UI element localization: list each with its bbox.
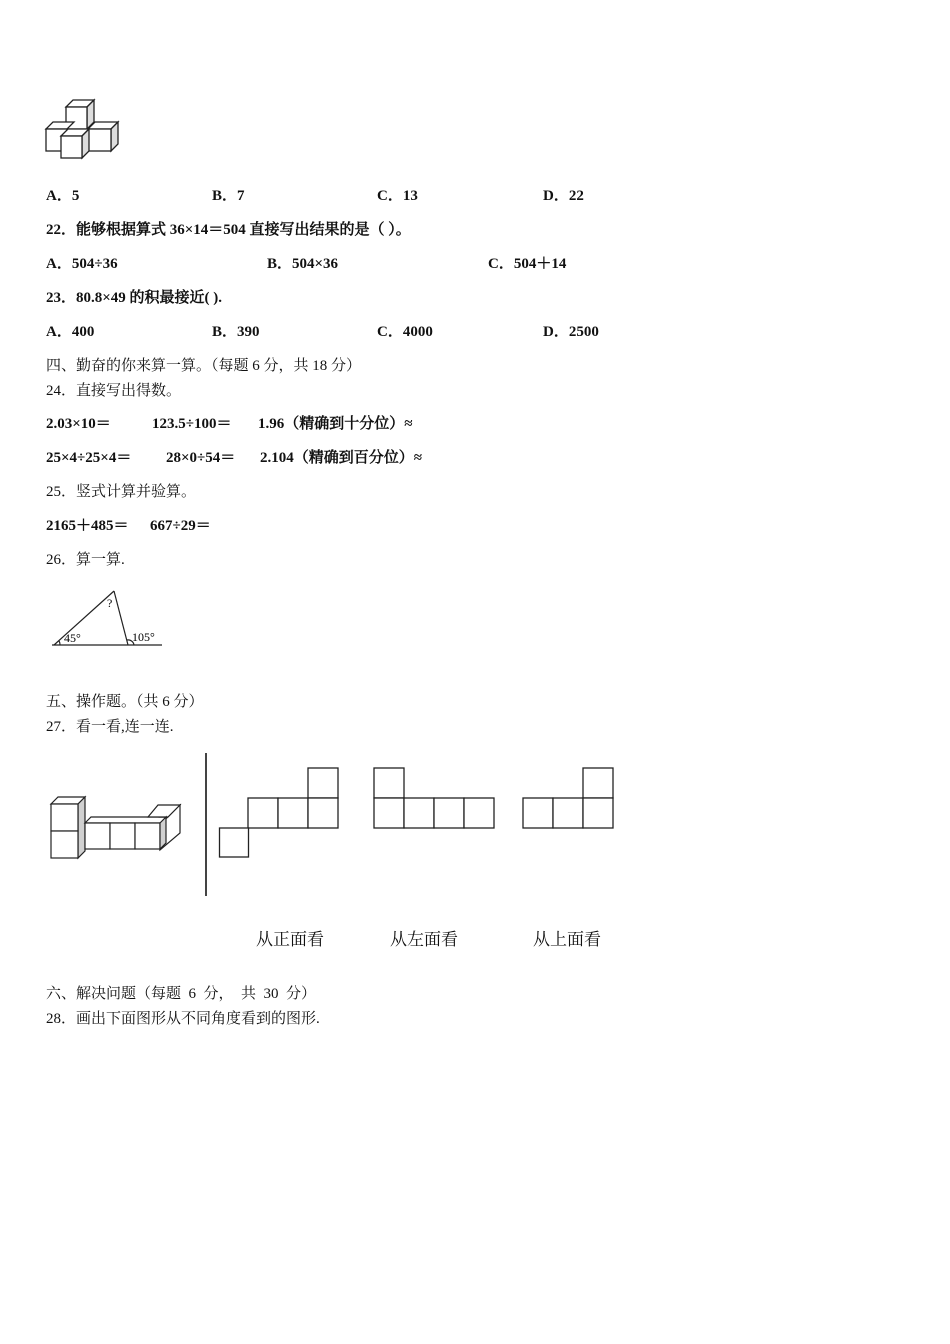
q24-stem: 24．直接写出得数。	[46, 383, 182, 399]
q24-item: 28×0÷54＝	[166, 450, 236, 466]
q24-item: 1.96（精确到十分位）≈	[258, 416, 413, 432]
q23-option-d[interactable]: D．2500	[543, 324, 599, 340]
section5-title: 五、操作题。（共 6 分）	[46, 694, 204, 710]
q23-option-a[interactable]: A．400	[46, 324, 95, 340]
label-top-view[interactable]: 从上面看	[533, 930, 601, 950]
q22-option-a[interactable]: A．504÷36	[46, 256, 118, 272]
q24-item: 25×4÷25×4＝	[46, 450, 132, 466]
label-left-view[interactable]: 从左面看	[390, 930, 458, 950]
q26-angle-unknown: ?	[107, 596, 113, 610]
q25-stem: 25．竖式计算并验算。	[46, 484, 197, 500]
q23-stem: 23．80.8×49 的积最接近( ).	[46, 290, 223, 306]
q27-view-c[interactable]	[522, 767, 614, 829]
q21-option-c[interactable]: C．13	[377, 188, 418, 204]
section6-title: 六、解决问题（每题 6 分， 共 30 分）	[46, 986, 317, 1002]
label-front-view[interactable]: 从正面看	[256, 930, 324, 950]
q22-option-b[interactable]: B．504×36	[267, 256, 339, 272]
q23-option-c[interactable]: C．4000	[377, 324, 433, 340]
q27-stem: 27．看一看,连一连.	[46, 719, 174, 735]
q21-option-b[interactable]: B．7	[212, 188, 245, 204]
q27-view-a[interactable]	[219, 767, 339, 858]
q24-item: 123.5÷100＝	[152, 416, 232, 432]
q22-stem: 22．能够根据算式 36×14＝504 直接写出结果的是（ ）。	[46, 222, 411, 238]
q26-stem: 26．算一算.	[46, 552, 125, 568]
q27-cube-solid	[48, 795, 188, 861]
q24-item: 2.104（精确到百分位）≈	[260, 450, 422, 466]
q26-triangle-figure	[50, 585, 165, 650]
q26-angle-45: 45°	[64, 631, 81, 645]
q25-item: 2165＋485＝	[46, 518, 129, 534]
section4-title: 四、勤奋的你来算一算。（每题 6 分，共 18 分）	[46, 358, 362, 374]
q28-stem: 28．画出下面图形从不同角度看到的图形.	[46, 1011, 320, 1027]
q21-option-d[interactable]: D．22	[543, 188, 584, 204]
q26-angle-105: 105°	[132, 630, 155, 644]
q27-view-b[interactable]	[373, 767, 495, 829]
q25-item: 667÷29＝	[150, 518, 211, 534]
q21-cube-figure	[44, 98, 124, 162]
q21-option-a[interactable]: A．5	[46, 188, 80, 204]
divider-line	[205, 753, 207, 896]
q23-option-b[interactable]: B．390	[212, 324, 260, 340]
q22-option-c[interactable]: C．504＋14	[488, 256, 567, 272]
q24-item: 2.03×10＝	[46, 416, 111, 432]
